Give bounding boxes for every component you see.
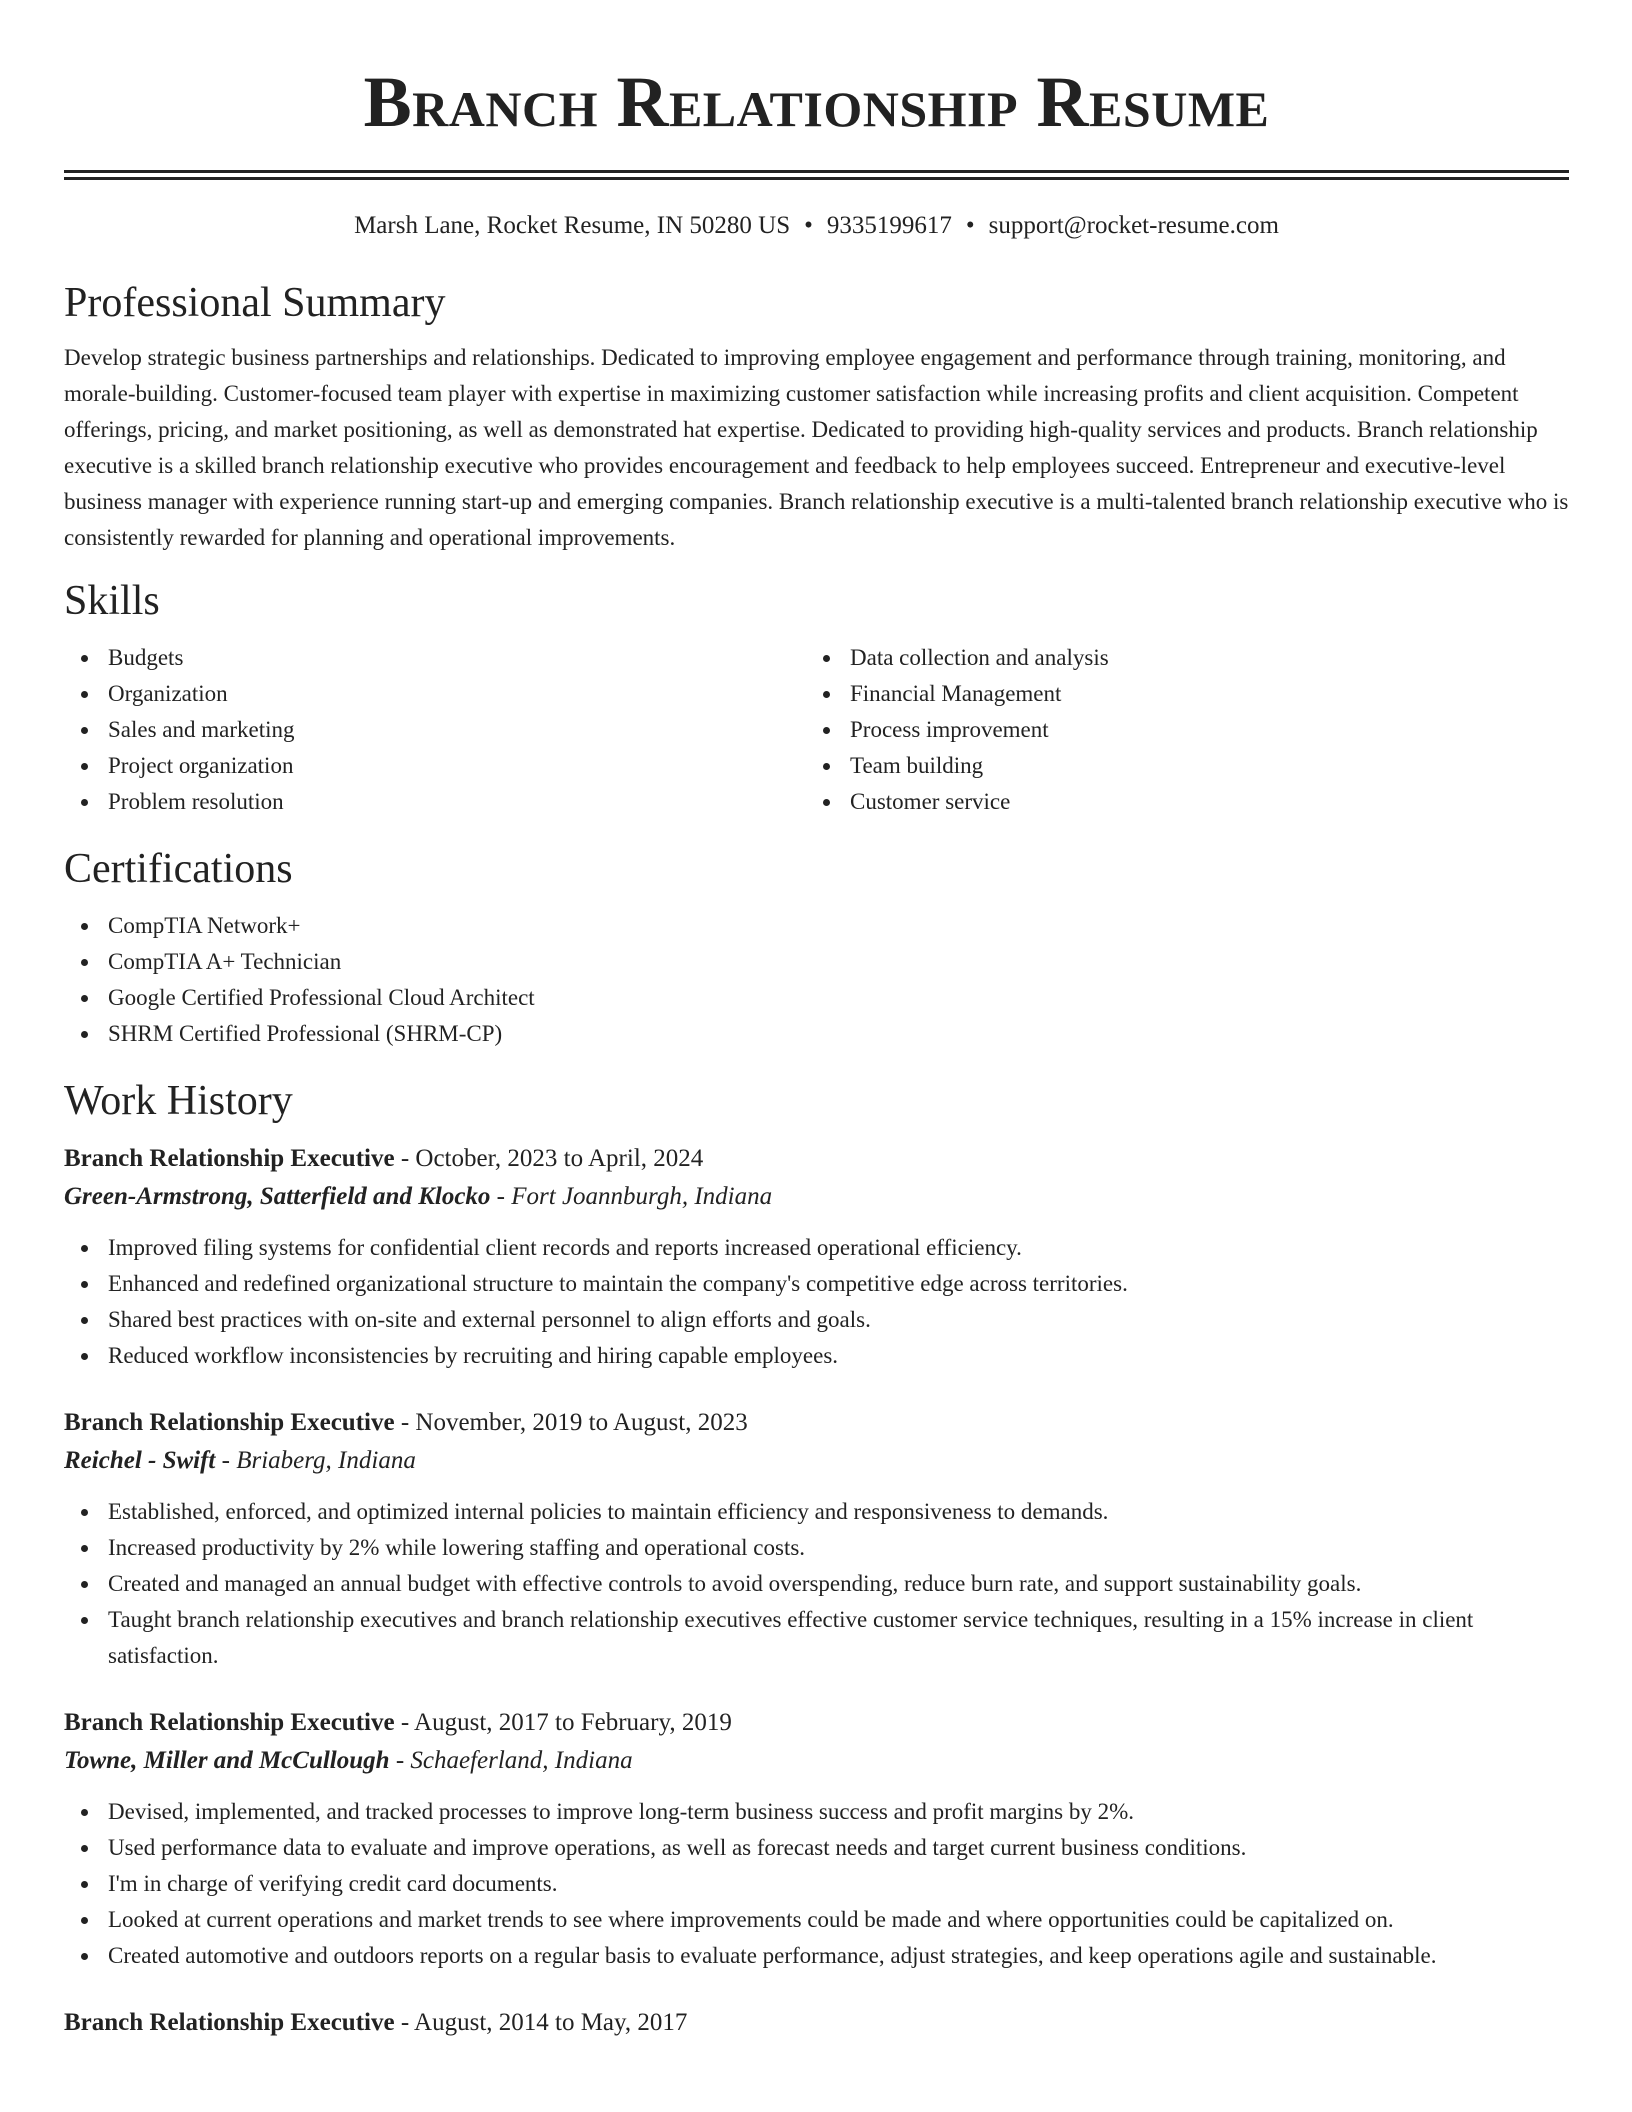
bullet-dot bbox=[823, 763, 830, 770]
bullet-dot bbox=[81, 959, 88, 966]
job-dates: October, 2023 to April, 2024 bbox=[415, 1145, 704, 1172]
job-location: Briaberg, Indiana bbox=[236, 1447, 416, 1474]
list-item-text: Created and managed an annual budget with effective controls to avoid overspending, reduce burn rate, and support sustainability goals. bbox=[108, 1571, 1362, 1596]
list-item bbox=[64, 1230, 1569, 1266]
list-item-text: Improved filing systems for confidential client records and reports increased operational efficiency. bbox=[108, 1235, 1022, 1260]
job-dash: - bbox=[394, 1709, 415, 1736]
list-item bbox=[64, 1830, 1569, 1866]
bullet-dot bbox=[81, 1281, 88, 1288]
job-entry bbox=[64, 1704, 1569, 1974]
bullet-dot bbox=[81, 1881, 88, 1888]
list-item bbox=[64, 980, 1569, 1016]
list-item-text: Sales and marketing bbox=[108, 717, 295, 742]
list-item bbox=[64, 748, 806, 784]
bullet-dot bbox=[81, 1953, 88, 1960]
list-item-text: Budgets bbox=[108, 645, 184, 670]
job-company: Reichel - Swift bbox=[64, 1447, 216, 1474]
job-dash: - bbox=[394, 1145, 416, 1172]
job-dash: - bbox=[394, 2009, 415, 2036]
list-item-text: Customer service bbox=[850, 789, 1011, 814]
bullet-dot bbox=[81, 1031, 88, 1038]
list-item bbox=[64, 1566, 1569, 1602]
list-item bbox=[806, 748, 1548, 784]
skills-list-right bbox=[806, 640, 1548, 820]
contact-separator: • bbox=[965, 212, 975, 239]
job-dates: August, 2014 to May, 2017 bbox=[414, 2009, 688, 2036]
bullet-dot bbox=[81, 1917, 88, 1924]
bullet-dot bbox=[81, 799, 88, 806]
certifications-list bbox=[64, 908, 1569, 1052]
list-item-text: Reduced workflow inconsistencies by recruiting and hiring capable employees. bbox=[108, 1343, 839, 1368]
list-item bbox=[64, 1602, 1569, 1674]
list-item-text: Created automotive and outdoors reports on a regular basis to evaluate performance, adjust strategies, and keep operations agile and sustainable. bbox=[108, 1943, 1437, 1968]
skills-columns bbox=[64, 640, 1569, 820]
bullet-dot bbox=[81, 1809, 88, 1816]
resume-page bbox=[64, 0, 1569, 2042]
bullet-dot bbox=[81, 1245, 88, 1252]
job-company: Green-Armstrong, Satterfield and Klocko bbox=[64, 1183, 491, 1210]
list-item bbox=[64, 1338, 1569, 1374]
list-item-text: Process improvement bbox=[850, 717, 1049, 742]
list-item-text: Shared best practices with on-site and external personnel to align efforts and goals. bbox=[108, 1307, 871, 1332]
bullet-dot bbox=[81, 1317, 88, 1324]
contact-email: support@rocket-resume.com bbox=[988, 212, 1279, 239]
bullet-dot bbox=[823, 799, 830, 806]
bullet-dot bbox=[81, 691, 88, 698]
job-location: Fort Joannburgh, Indiana bbox=[511, 1183, 773, 1210]
job-title: Branch Relationship Executive bbox=[64, 1145, 395, 1172]
list-item-text: Team building bbox=[850, 753, 984, 778]
job-header bbox=[64, 1704, 1569, 1742]
summary-text: Develop strategic business partnerships and relationships. Dedicated to improving employee engagement and performance through training, monitoring, and morale-building. Customer-focused team player with expertise in maximizing customer satisfaction while increasing profits and client acquisition. Competent offerings, pricing, and market positioning, as well as demonstrated hat expertise. Dedicated to providing high-quality services and products. Branch relationship executive is a skilled branch relationship executive who provides encouragement and feedback to help employees succeed. Entrepreneur and executive-level business manager with experience running start-up and emerging companies. Branch relationship executive is a multi-talented branch relationship executive who is consistently rewarded for planning and operational improvements. bbox=[64, 345, 1569, 550]
contact-address: Marsh Lane, Rocket Resume, IN 50280 US bbox=[354, 212, 791, 239]
list-item bbox=[64, 1266, 1569, 1302]
list-item-text: Financial Management bbox=[850, 681, 1062, 706]
list-item-text: CompTIA Network+ bbox=[108, 913, 301, 938]
job-duties-list bbox=[64, 1494, 1569, 1674]
list-item bbox=[64, 1016, 1569, 1052]
list-item bbox=[806, 784, 1548, 820]
bullet-dot bbox=[81, 1617, 88, 1624]
skills-heading: Skills bbox=[64, 578, 160, 624]
job-company-line bbox=[64, 1742, 1569, 1780]
job-header bbox=[64, 2004, 1569, 2042]
job-dash: - bbox=[490, 1183, 512, 1210]
list-item-text: Looked at current operations and market trends to see where improvements could be made and where opportunities could be capitalized on. bbox=[108, 1907, 1394, 1932]
list-item-text: Organization bbox=[108, 681, 228, 706]
list-item bbox=[64, 1902, 1569, 1938]
list-item-text: Enhanced and redefined organizational structure to maintain the company's competitive edge across territories. bbox=[108, 1271, 1128, 1296]
job-title: Branch Relationship Executive bbox=[64, 2009, 395, 2036]
bullet-dot bbox=[81, 655, 88, 662]
list-item-text: Devised, implemented, and tracked processes to improve long-term business success and profit margins by 2%. bbox=[108, 1799, 1135, 1824]
bullet-dot bbox=[81, 727, 88, 734]
job-company-line bbox=[64, 1178, 1569, 1216]
job-title: Branch Relationship Executive bbox=[64, 1409, 395, 1436]
bullet-dot bbox=[81, 995, 88, 1002]
bullet-dot bbox=[823, 655, 830, 662]
job-duties-list bbox=[64, 1794, 1569, 1974]
list-item-text: Taught branch relationship executives and branch relationship executives effective customer service techniques, resulting in a 15% increase in client satisfaction. bbox=[108, 1607, 1474, 1668]
list-item bbox=[64, 944, 1569, 980]
list-item bbox=[806, 676, 1548, 712]
job-location: Schaeferland, Indiana bbox=[410, 1747, 633, 1774]
list-item bbox=[806, 640, 1548, 676]
job-dates: August, 2017 to February, 2019 bbox=[414, 1709, 732, 1736]
list-item-text: CompTIA A+ Technician bbox=[108, 949, 342, 974]
list-item-text: Problem resolution bbox=[108, 789, 284, 814]
title-double-rule bbox=[64, 170, 1569, 180]
job-dash: - bbox=[215, 1447, 237, 1474]
contact-phone: 9335199617 bbox=[826, 212, 952, 239]
bullet-dot bbox=[81, 1353, 88, 1360]
bullet-dot bbox=[823, 727, 830, 734]
bullet-dot bbox=[81, 763, 88, 770]
job-company-line bbox=[64, 1442, 1569, 1480]
list-item bbox=[64, 1794, 1569, 1830]
bullet-dot bbox=[81, 923, 88, 930]
contact-separator: • bbox=[804, 212, 813, 239]
list-item bbox=[64, 640, 806, 676]
job-header bbox=[64, 1140, 1569, 1178]
job-entry bbox=[64, 1140, 1569, 1374]
list-item bbox=[64, 1938, 1569, 1974]
list-item-text: Used performance data to evaluate and improve operations, as well as forecast needs and target current business conditions. bbox=[108, 1835, 1247, 1860]
skills-list-left bbox=[64, 640, 806, 820]
list-item bbox=[64, 712, 806, 748]
list-item-text: Data collection and analysis bbox=[850, 645, 1109, 670]
job-title: Branch Relationship Executive bbox=[64, 1709, 395, 1736]
list-item bbox=[64, 908, 1569, 944]
job-dash: - bbox=[394, 1409, 416, 1436]
bullet-dot bbox=[823, 691, 830, 698]
list-item bbox=[64, 1494, 1569, 1530]
list-item bbox=[64, 1302, 1569, 1338]
job-duties-list bbox=[64, 1230, 1569, 1374]
job-header bbox=[64, 1404, 1569, 1442]
summary-heading: Professional Summary bbox=[64, 280, 446, 326]
bullet-dot bbox=[81, 1509, 88, 1516]
resume-title: Branch Relationship Resume bbox=[363, 62, 1270, 142]
list-item bbox=[64, 1866, 1569, 1902]
list-item-text: I'm in charge of verifying credit card documents. bbox=[108, 1871, 558, 1896]
work-history-heading: Work History bbox=[64, 1078, 293, 1124]
job-company: Towne, Miller and McCullough bbox=[64, 1747, 390, 1774]
list-item bbox=[806, 712, 1548, 748]
bullet-dot bbox=[81, 1581, 88, 1588]
job-entry bbox=[64, 2004, 1569, 2042]
list-item-text: SHRM Certified Professional (SHRM-CP) bbox=[108, 1021, 503, 1046]
list-item bbox=[64, 784, 806, 820]
work-history-list bbox=[64, 1140, 1569, 2042]
certifications-heading: Certifications bbox=[64, 846, 293, 892]
job-dash: - bbox=[389, 1747, 411, 1774]
job-entry bbox=[64, 1404, 1569, 1674]
bullet-dot bbox=[81, 1845, 88, 1852]
list-item bbox=[64, 676, 806, 712]
list-item-text: Project organization bbox=[108, 753, 294, 778]
list-item-text: Established, enforced, and optimized internal policies to maintain efficiency and responsiveness to demands. bbox=[108, 1499, 1109, 1524]
contact-line bbox=[64, 210, 1569, 242]
bullet-dot bbox=[81, 1545, 88, 1552]
list-item-text: Increased productivity by 2% while lowering staffing and operational costs. bbox=[108, 1535, 806, 1560]
list-item-text: Google Certified Professional Cloud Architect bbox=[108, 985, 535, 1010]
job-dates: November, 2019 to August, 2023 bbox=[415, 1409, 748, 1436]
list-item bbox=[64, 1530, 1569, 1566]
